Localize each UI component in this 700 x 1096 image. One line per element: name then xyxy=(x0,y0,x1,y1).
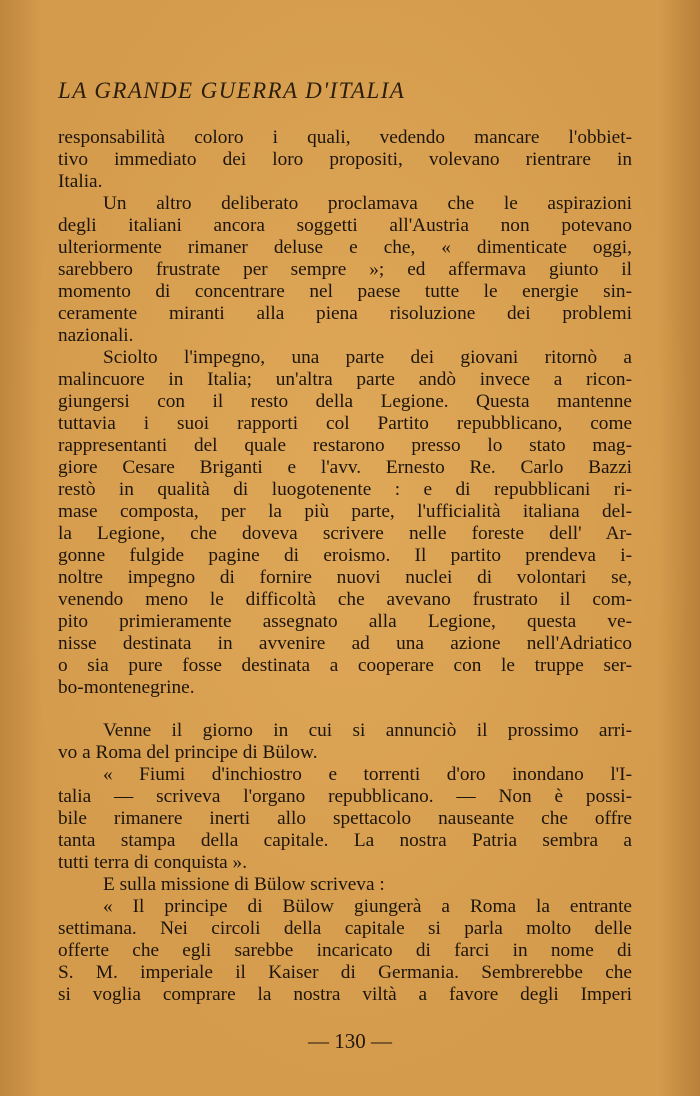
text-line: S. M. imperiale il Kaiser di Germania. Sembrerebbe che xyxy=(58,962,632,983)
text-line: noltre impegno di fornire nuovi nuclei di volontari se, xyxy=(58,567,632,588)
text-line: Sciolto l'impegno, una parte dei giovani ritornò a xyxy=(103,347,632,368)
text-line: offerte che egli sarebbe incaricato di farci in nome di xyxy=(58,940,632,961)
text-line: venendo meno le difficoltà che avevano frustrato il com- xyxy=(58,589,632,610)
text-line: tanta stampa della capitale. La nostra Patria sembra a xyxy=(58,830,632,851)
text-line: si voglia comprare la nostra viltà a favore degli Imperi xyxy=(58,984,632,1005)
text-line: momento di concentrare nel paese tutte le energie sin- xyxy=(58,281,632,302)
text-line: tuttavia i suoi rapporti col Partito repubblicano, come xyxy=(58,413,632,434)
text-line: vo a Roma del principe di Bülow. xyxy=(58,742,318,763)
text-line: mase composta, per la più parte, l'ufficialità italiana del- xyxy=(58,501,632,522)
text-line: E sulla missione di Bülow scriveva : xyxy=(103,874,385,895)
text-line: « Fiumi d'inchiostro e torrenti d'oro inondano l'I- xyxy=(103,764,632,785)
text-line: bo-montenegrine. xyxy=(58,677,195,698)
text-line: bile rimanere inerti allo spettacolo nauseante che offre xyxy=(58,808,632,829)
text-line: ulteriormente rimaner deluse e che, « dimenticate oggi, xyxy=(58,237,632,258)
text-line: malincuore in Italia; un'altra parte andò invece a ricon- xyxy=(58,369,632,390)
text-line: nisse destinata in avvenire ad una azione nell'Adriatico xyxy=(58,633,632,654)
text-line: nazionali. xyxy=(58,325,134,346)
text-line: tutti terra di conquista ». xyxy=(58,852,248,873)
text-line: restò in qualità di luogotenente : e di repubblicani ri- xyxy=(58,479,632,500)
running-header: LA GRANDE GUERRA D'ITALIA xyxy=(58,78,406,103)
text-line: « Il principe di Bülow giungerà a Roma la entrante xyxy=(103,896,632,917)
text-line: ceramente miranti alla piena risoluzione dei problemi xyxy=(58,303,632,324)
text-line: degli italiani ancora soggetti all'Austria non potevano xyxy=(58,215,632,236)
text-line: settimana. Nei circoli della capitale si parla molto delle xyxy=(58,918,632,939)
text-line: responsabilità coloro i quali, vedendo mancare l'obbiet- xyxy=(58,127,632,148)
text-line: tivo immediato dei loro propositi, volevano rientrare in xyxy=(58,149,632,170)
text-line: Venne il giorno in cui si annunciò il prossimo arri- xyxy=(103,720,632,741)
text-line: giungersi con il resto della Legione. Questa mantenne xyxy=(58,391,632,412)
text-line: rappresentanti del quale restarono presso lo stato mag- xyxy=(58,435,632,456)
text-line: o sia pure fosse destinata a cooperare con le truppe ser- xyxy=(58,655,632,676)
text-line: pito primieramente assegnato alla Legione, questa ve- xyxy=(58,611,632,632)
text-line: sarebbero frustrate per sempre »; ed affermava giunto il xyxy=(58,259,632,280)
text-line: giore Cesare Briganti e l'avv. Ernesto Re. Carlo Bazzi xyxy=(58,457,632,478)
text-line: la Legione, che doveva scrivere nelle foreste dell' Ar- xyxy=(58,523,632,544)
text-line: gonne fulgide pagine di eroismo. Il partito prendeva i- xyxy=(58,545,632,566)
page-number: — 130 — xyxy=(308,1029,392,1053)
text-line: Un altro deliberato proclamava che le aspirazioni xyxy=(103,193,632,214)
text-line: talia — scriveva l'organo repubblicano. — Non è possi- xyxy=(58,786,632,807)
text-line: Italia. xyxy=(58,171,103,192)
